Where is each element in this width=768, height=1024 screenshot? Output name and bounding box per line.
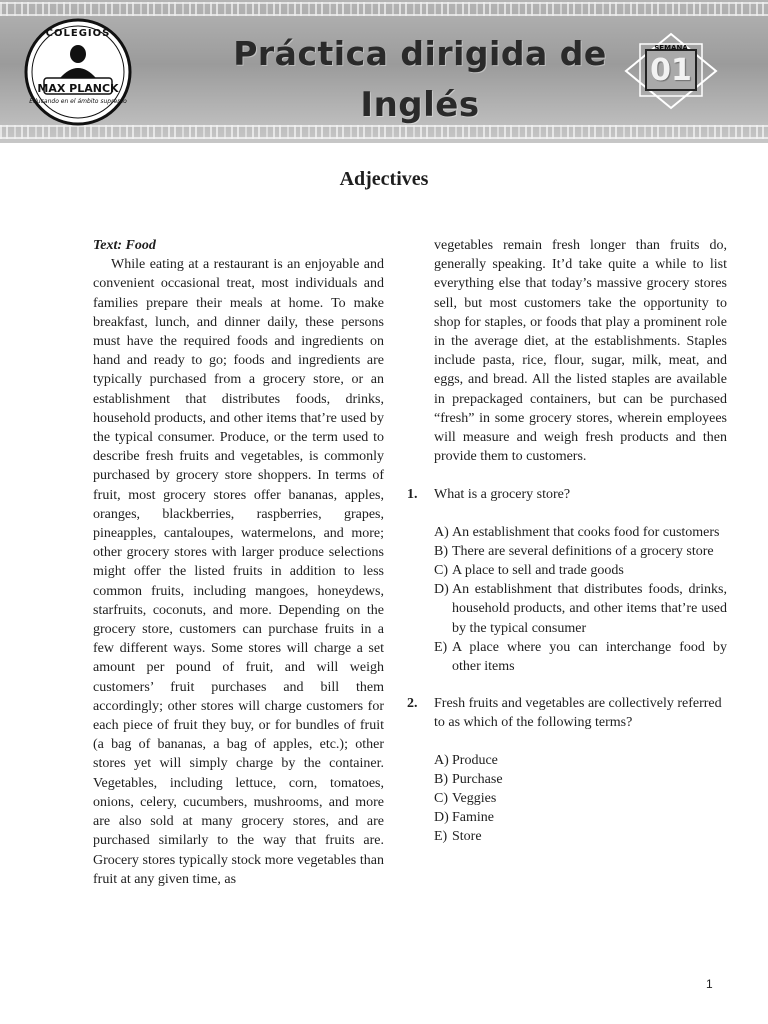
- page-title-line1: Práctica dirigida de: [233, 34, 607, 73]
- week-badge: [624, 32, 718, 110]
- question-number: 2.: [407, 696, 418, 712]
- page-title-line2: Inglés: [360, 85, 480, 125]
- answer-option: B) Purchase: [434, 771, 503, 787]
- answer-options: [434, 751, 727, 847]
- answer-option: D) Famine: [434, 810, 494, 826]
- answer-option: C) A place to sell and trade goods: [434, 563, 624, 579]
- logo-motto-text: Educando en el ámbito supremo: [29, 98, 127, 105]
- answer-option: D) An establishment that distributes foods, drinks, household products, and other items that’re used by the typical consumer: [434, 582, 727, 636]
- logo-name-text: MAX PLANCK: [37, 82, 119, 95]
- reading-text-column: [93, 236, 384, 889]
- section-title: Adjectives: [339, 168, 429, 190]
- answer-option: E) Store: [434, 829, 482, 845]
- greek-key-border-top: [0, 2, 768, 16]
- greek-key-border-bottom: [0, 125, 768, 139]
- question-text: What is a grocery store?: [434, 487, 571, 503]
- logo-top-text: COLEGIOS: [45, 28, 111, 39]
- text-label: Text: Food: [93, 238, 156, 253]
- question-1: [407, 485, 727, 676]
- reading-paragraph: While eating at a restaurant is an enjoyable and convenient occasional treat, most individuals and families prepare their meals at home. To make breakfast, lunch, and dinner daily, these persons must have the required foods and ingredients on hand and ready to go; foods and ingredients are typically purchased from a grocery store, or an establishment that distributes foods, drinks, household products, and other items that’re used by the typical consumer. Produce, or the term used to describe fresh fruits and vegetables, is commonly purchased by grocery store shoppers. In terms of fruit, most grocery stores offer bananas, apples, oranges, blackberries, raspberries, grapes, pineapples, cantaloupes, watermelons, and more; other grocery stores with larger produce selections might offer the listed fruits in addition to less common fruits, including mangoes, honeydews, starfruits, coconuts, and more. Depending on the grocery store, customers can purchase fruits in a few different ways. Some stores will charge a set amount per pound of fruit, and will weigh customers’ fruit purchases and bill them accordingly; other stores will charge customers for each piece of fruit they buy, or for bundles of fruit (a bag of bananas, a bag of apples, etc.); other stores yet will simply charge by the container. Vegetables, including lettuce, corn, tomatoes, onions, celery, cucumbers, mushrooms, and more are also sold at many grocery stores, and are purchased similarly to the way that fruits are. Grocery stores typically stock more vegetables than fruit at any given time, as: [93, 257, 384, 887]
- answer-option: E) A place where you can interchange food by other items: [434, 639, 727, 675]
- page-number: 1: [706, 977, 713, 991]
- page-header: [0, 0, 768, 143]
- week-label: SEMANA: [654, 44, 688, 52]
- answer-option: A) Produce: [434, 752, 498, 768]
- question-text: Fresh fruits and vegetables are collectively referred to as which of the following terms?: [434, 696, 722, 731]
- question-2: [407, 694, 727, 846]
- answer-option: C) Veggies: [434, 791, 497, 807]
- questions-column: [407, 236, 727, 847]
- week-number: 01: [650, 53, 692, 88]
- reading-continuation: vegetables remain fresh longer than fruits do, generally speaking. It’d take quite a while to list everything else that today’s massive grocery stores sell, but most customers take the opportunity to shop for staples, or foods that play a prominent role in the average diet, at the establishments. Staples include pasta, rice, flour, sugar, milk, meat, and eggs, and bread. All the listed staples are available in prepackaged containers, but can be purchased “fresh” in some grocery stores, wherein employees will measure and weigh fresh products and then provide them to customers.: [434, 238, 727, 465]
- answer-option: A) An establishment that cooks food for customers: [434, 524, 720, 540]
- answer-options: [434, 523, 727, 677]
- question-number: 1.: [407, 487, 418, 503]
- answer-option: B) There are several definitions of a grocery store: [434, 543, 714, 559]
- school-logo: [24, 18, 132, 126]
